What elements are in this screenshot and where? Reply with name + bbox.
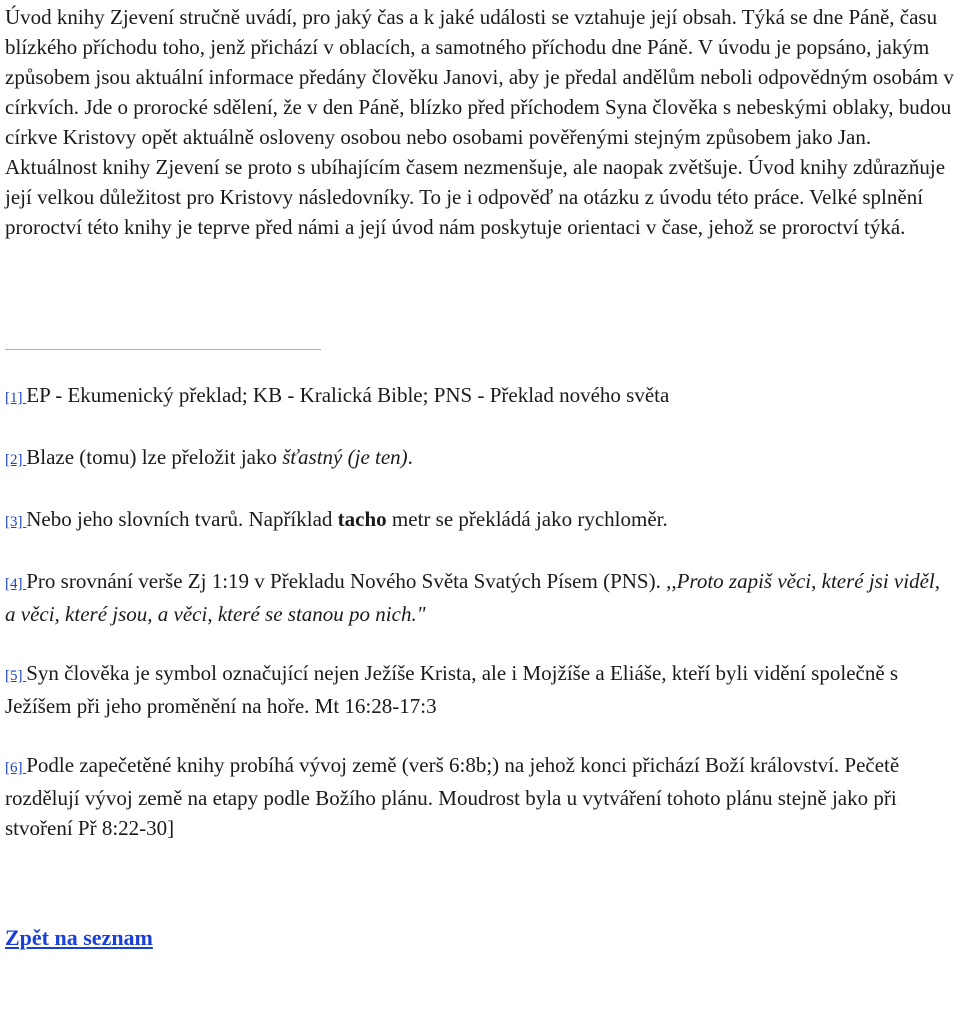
footnote-5-text: Syn člověka je symbol označující nejen Ježíše Krista, ale i Mojžíše a Eliáše, kteří byli vidění společně s Ježíšem při jeho proměnění na hoře. Mt 16:28-17:3 xyxy=(5,661,899,718)
back-to-list-link[interactable]: Zpět na seznam xyxy=(5,925,153,950)
footnote-1-link[interactable]: [1] xyxy=(5,390,27,406)
footnote-2-link[interactable]: [2] xyxy=(5,452,27,468)
footnote-4-link[interactable]: [4] xyxy=(5,576,27,592)
footnote-divider xyxy=(5,349,321,350)
footnote-4 xyxy=(5,566,955,629)
footnote-1 xyxy=(5,380,955,413)
footnote-3-link[interactable]: [3] xyxy=(5,514,27,530)
intro-part-2: Jde o prorocké sdělení, že v den Páně, blízko před příchodem Syna člověka s nebeskými oblaky, budou církve Kristovy opět aktuálně osloveny osobou nebo osobami pověřenými stejným způsobem jako Jan. Aktuálnost knihy Zjevení se proto s ubíhajícím časem nezmenšuje, ale naopak zvětšuje. Úvod knihy zdůrazňuje její velkou důležitost pro Kristovy následovníky. To je i odpověď na otázku z úvodu této práce. xyxy=(5,95,952,209)
footnote-2 xyxy=(5,442,955,475)
footnote-3 xyxy=(5,504,955,537)
footnote-3-after: metr se překládá jako rychloměr. xyxy=(386,507,668,531)
footnote-6-text: Podle zapečetěné knihy probíhá vývoj země (verš 6:8b;) na jehož konci přichází Boží království. Pečetě rozdělují vývoj země na etapy podle Božího plánu. Moudrost byla u vytváření tohoto plánu stejně jako při stvoření Př 8:22-30] xyxy=(5,753,900,840)
footnote-6 xyxy=(5,750,955,843)
footnote-6-link[interactable]: [6] xyxy=(5,760,27,776)
footnote-4-quote: ,,Proto zapiš věci, které jsi viděl, a věci, které jsou, a věci, které se stanou po nich." xyxy=(5,569,940,626)
footnote-5-link[interactable]: [5] xyxy=(5,668,27,684)
footnote-2-after: . xyxy=(407,445,413,469)
footnote-5 xyxy=(5,658,955,721)
footnote-2-emphasis: šťastný (je ten) xyxy=(282,445,408,469)
intro-paragraph xyxy=(5,2,955,242)
footnote-1-text: EP - Ekumenický překlad; KB - Kralická Bible; PNS - Překlad nového světa xyxy=(26,383,670,407)
footnote-3-bold: tacho xyxy=(337,507,387,531)
intro-part-1: Úvod knihy Zjevení stručně uvádí, pro jaký čas a k jaké události se vztahuje její obsah. Týká se dne Páně, času blízkého příchodu toho, jenž přichází v oblacích, a samotného příchodu dne Páně. V úvodu je popsáno, jakým způsobem jsou aktuální informace předány člověku Janovi, aby je předal andělům neboli odpovědným osobám v církvích. xyxy=(5,5,954,119)
footnote-4-text: Pro srovnání verše Zj 1:19 v Překladu Nového Světa Svatých Písem (PNS). xyxy=(26,569,667,593)
footnote-3-text: Nebo jeho slovních tvarů. Například xyxy=(26,507,338,531)
footnote-2-text: Blaze (tomu) lze přeložit jako xyxy=(26,445,283,469)
intro-part-3: Velké splnění proroctví této knihy je teprve před námi a její úvod nám poskytuje orientaci v čase, jehož se proroctví týká. xyxy=(5,185,924,239)
